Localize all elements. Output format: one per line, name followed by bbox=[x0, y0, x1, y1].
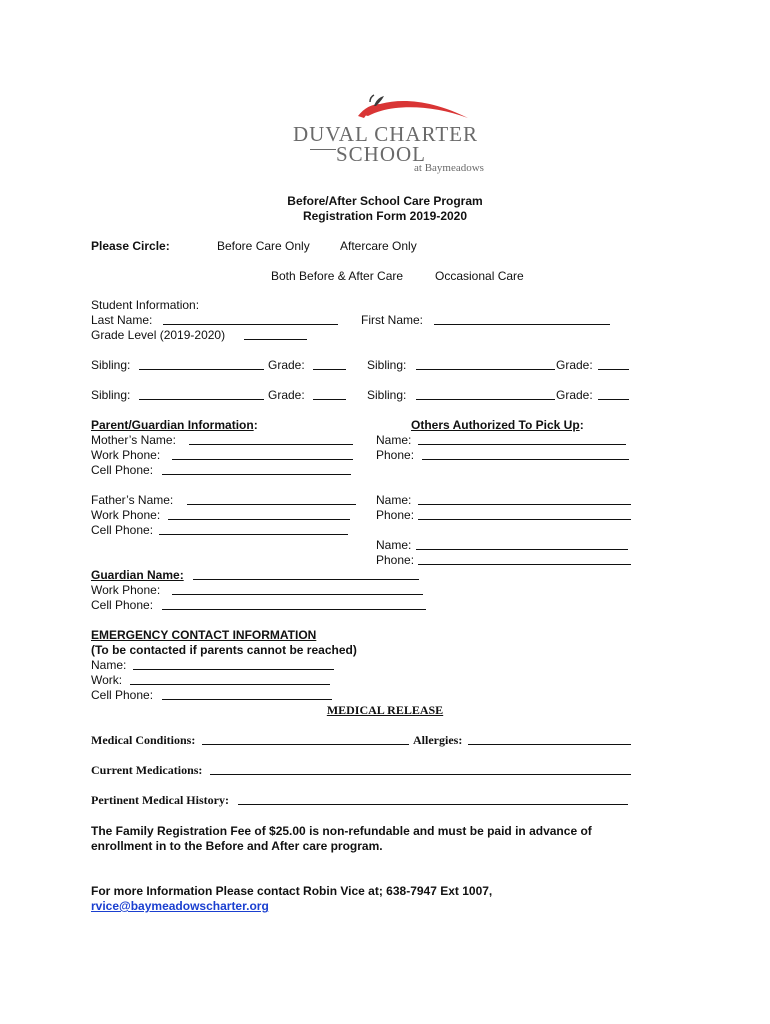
option-occasional[interactable]: Occasional Care bbox=[435, 269, 524, 283]
grade-level-field[interactable] bbox=[244, 328, 307, 340]
parent-heading-text: Parent/Guardian Information bbox=[91, 418, 254, 432]
mother-work-phone-label: Work Phone: bbox=[91, 448, 161, 462]
last-name-field[interactable] bbox=[163, 313, 338, 325]
emergency-work-field[interactable] bbox=[130, 673, 330, 685]
guardian-cell-phone-field[interactable] bbox=[162, 598, 426, 610]
mothers-name-label: Mother’s Name: bbox=[91, 433, 176, 447]
current-medications-field[interactable] bbox=[210, 763, 631, 775]
last-name-label: Last Name: bbox=[91, 313, 153, 327]
grade-level-label: Grade Level (2019-2020) bbox=[91, 328, 226, 342]
authorized-1-phone-field[interactable] bbox=[422, 448, 629, 460]
fee-notice-line-1: The Family Registration Fee of $25.00 is non-refundable and must be paid in advance of bbox=[91, 824, 592, 838]
logo-line-2: SCHOOL bbox=[336, 142, 427, 166]
contact-line: For more Information Please contact Robin Vice at; 638-7947 Ext 1007, bbox=[91, 884, 493, 898]
sibling-3-label: Sibling: bbox=[91, 388, 131, 402]
mother-cell-phone-field[interactable] bbox=[162, 463, 351, 475]
sibling-2-grade-field[interactable] bbox=[598, 358, 629, 370]
mothers-name-field[interactable] bbox=[189, 433, 353, 445]
allergies-field[interactable] bbox=[468, 733, 631, 745]
fathers-name-label: Father’s Name: bbox=[91, 493, 174, 507]
authorized-heading-colon: : bbox=[579, 418, 584, 432]
emergency-subheading: (To be contacted if parents cannot be reached) bbox=[91, 643, 357, 657]
form-title: Before/After School Care Program bbox=[287, 194, 483, 208]
emergency-cell-field[interactable] bbox=[162, 688, 332, 700]
option-aftercare[interactable]: Aftercare Only bbox=[340, 239, 417, 253]
father-cell-phone-label: Cell Phone: bbox=[91, 523, 154, 537]
form-subtitle: Registration Form 2019-2020 bbox=[302, 209, 468, 223]
first-name-label: First Name: bbox=[361, 313, 424, 327]
medical-conditions-field[interactable] bbox=[202, 733, 409, 745]
please-circle-label: Please Circle: bbox=[91, 239, 170, 253]
parent-heading-colon: : bbox=[253, 418, 258, 432]
guardian-cell-phone-label: Cell Phone: bbox=[91, 598, 154, 612]
sibling-3-grade-label: Grade: bbox=[268, 388, 305, 402]
logo-line-3: at Baymeadows bbox=[414, 162, 484, 174]
sibling-1-field[interactable] bbox=[139, 358, 264, 370]
sibling-3-grade-field[interactable] bbox=[313, 388, 346, 400]
sibling-1-grade-field[interactable] bbox=[313, 358, 346, 370]
authorized-2-phone-label: Phone: bbox=[376, 508, 415, 522]
sibling-1-label: Sibling: bbox=[91, 358, 131, 372]
authorized-1-name-field[interactable] bbox=[418, 433, 626, 445]
emergency-work-label: Work: bbox=[91, 673, 123, 687]
father-work-phone-label: Work Phone: bbox=[91, 508, 161, 522]
authorized-3-phone-field[interactable] bbox=[418, 553, 631, 565]
first-name-field[interactable] bbox=[434, 313, 610, 325]
emergency-name-label: Name: bbox=[91, 658, 127, 672]
authorized-3-name-field[interactable] bbox=[416, 538, 628, 550]
medical-history-label: Pertinent Medical History: bbox=[91, 793, 229, 807]
guardian-name-label: Guardian Name: bbox=[91, 568, 184, 582]
guardian-work-phone-field[interactable] bbox=[172, 583, 423, 595]
option-before-care[interactable]: Before Care Only bbox=[217, 239, 310, 253]
sibling-2-field[interactable] bbox=[416, 358, 555, 370]
logo-rule bbox=[310, 149, 336, 150]
authorized-2-phone-field[interactable] bbox=[418, 508, 631, 520]
parent-heading bbox=[91, 418, 258, 432]
authorized-1-phone-label: Phone: bbox=[376, 448, 415, 462]
contact-email-link[interactable]: rvice@baymeadowscharter.org bbox=[91, 899, 269, 913]
authorized-2-name-field[interactable] bbox=[418, 493, 631, 505]
medical-conditions-label: Medical Conditions: bbox=[91, 733, 196, 747]
guardian-work-phone-label: Work Phone: bbox=[91, 583, 161, 597]
sibling-1-grade-label: Grade: bbox=[268, 358, 305, 372]
school-logo bbox=[290, 92, 490, 174]
mother-work-phone-field[interactable] bbox=[172, 448, 353, 460]
authorized-3-phone-label: Phone: bbox=[376, 553, 415, 567]
sibling-2-grade-label: Grade: bbox=[556, 358, 593, 372]
sibling-2-label: Sibling: bbox=[367, 358, 407, 372]
father-cell-phone-field[interactable] bbox=[159, 523, 348, 535]
authorized-3-name-label: Name: bbox=[376, 538, 412, 552]
sibling-4-grade-field[interactable] bbox=[598, 388, 629, 400]
current-medications-label: Current Medications: bbox=[91, 763, 203, 777]
logo-line-1: DUVAL CHARTER bbox=[293, 122, 478, 146]
authorized-heading-text: Others Authorized To Pick Up bbox=[411, 418, 580, 432]
sibling-4-grade-label: Grade: bbox=[556, 388, 593, 402]
authorized-1-name-label: Name: bbox=[376, 433, 412, 447]
sibling-4-field[interactable] bbox=[416, 388, 555, 400]
emergency-cell-label: Cell Phone: bbox=[91, 688, 154, 702]
option-both[interactable]: Both Before & After Care bbox=[271, 269, 404, 283]
mother-cell-phone-label: Cell Phone: bbox=[91, 463, 154, 477]
medical-heading: MEDICAL RELEASE bbox=[326, 703, 444, 717]
fee-notice-line-2: enrollment in to the Before and After care program. bbox=[91, 839, 383, 853]
authorized-heading bbox=[411, 418, 584, 432]
sibling-3-field[interactable] bbox=[139, 388, 264, 400]
guardian-name-field[interactable] bbox=[193, 568, 419, 580]
emergency-name-field[interactable] bbox=[133, 658, 334, 670]
emergency-heading: EMERGENCY CONTACT INFORMATION bbox=[91, 628, 317, 642]
student-heading: Student Information: bbox=[91, 298, 200, 312]
father-work-phone-field[interactable] bbox=[168, 508, 350, 520]
sibling-4-label: Sibling: bbox=[367, 388, 407, 402]
authorized-2-name-label: Name: bbox=[376, 493, 412, 507]
fathers-name-field[interactable] bbox=[187, 493, 356, 505]
allergies-label: Allergies: bbox=[413, 733, 463, 747]
medical-history-field[interactable] bbox=[238, 793, 628, 805]
